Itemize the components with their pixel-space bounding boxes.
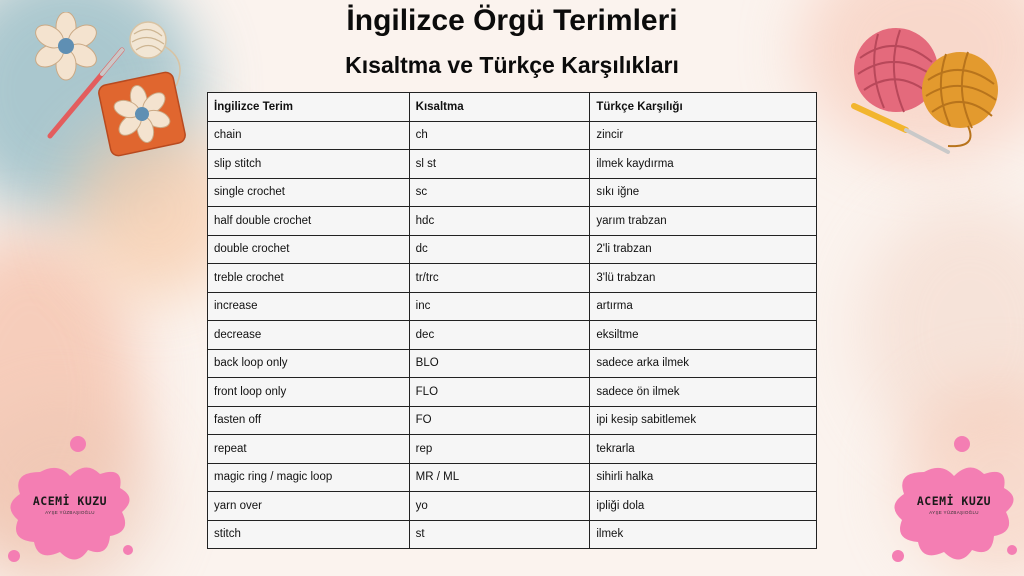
cell-abbreviation: FLO — [409, 378, 590, 407]
cell-english: treble crochet — [208, 264, 410, 293]
cell-abbreviation: hdc — [409, 207, 590, 236]
granny-square-icon — [92, 70, 192, 160]
cell-turkish: ilmek kaydırma — [590, 150, 817, 179]
table-row — [208, 178, 817, 207]
header-english-term: İngilizce Terim — [208, 93, 410, 122]
table-row — [208, 235, 817, 264]
table-row — [208, 150, 817, 179]
cell-abbreviation: FO — [409, 406, 590, 435]
cell-turkish: artırma — [590, 292, 817, 321]
table-row — [208, 121, 817, 150]
cell-english: increase — [208, 292, 410, 321]
table-row — [208, 463, 817, 492]
cell-english: fasten off — [208, 406, 410, 435]
cell-turkish: ipi kesip sabitlemek — [590, 406, 817, 435]
yarn-ball-icon — [848, 18, 1018, 178]
table-row — [208, 406, 817, 435]
table-row — [208, 435, 817, 464]
cell-turkish: yarım trabzan — [590, 207, 817, 236]
cell-abbreviation: BLO — [409, 349, 590, 378]
cell-english: decrease — [208, 321, 410, 350]
cell-abbreviation: tr/trc — [409, 264, 590, 293]
cell-abbreviation: st — [409, 520, 590, 549]
cell-turkish: ipliği dola — [590, 492, 817, 521]
cell-english: repeat — [208, 435, 410, 464]
cell-abbreviation: rep — [409, 435, 590, 464]
cell-english: double crochet — [208, 235, 410, 264]
cell-abbreviation: sl st — [409, 150, 590, 179]
logo-title: ACEMİ KUZU — [916, 494, 992, 508]
cell-turkish: eksiltme — [590, 321, 817, 350]
cell-abbreviation: dc — [409, 235, 590, 264]
cell-turkish: sihirli halka — [590, 463, 817, 492]
logo-right — [884, 432, 1024, 572]
cell-english: yarn over — [208, 492, 410, 521]
cell-turkish: 3'lü trabzan — [590, 264, 817, 293]
page-title: İngilizce Örgü Terimleri — [346, 4, 678, 37]
cell-abbreviation: dec — [409, 321, 590, 350]
cell-english: half double crochet — [208, 207, 410, 236]
cell-english: chain — [208, 121, 410, 150]
cell-abbreviation: MR / ML — [409, 463, 590, 492]
cell-turkish: sadece ön ilmek — [590, 378, 817, 407]
table-row — [208, 264, 817, 293]
cell-english: slip stitch — [208, 150, 410, 179]
header-turkish-equivalent: Türkçe Karşılığı — [590, 93, 817, 122]
cell-english: single crochet — [208, 178, 410, 207]
cell-english: front loop only — [208, 378, 410, 407]
cell-turkish: sıkı iğne — [590, 178, 817, 207]
logo-title: ACEMİ KUZU — [32, 494, 108, 508]
table-row — [208, 378, 817, 407]
logo-left — [0, 432, 140, 572]
cell-abbreviation: inc — [409, 292, 590, 321]
cell-turkish: zincir — [590, 121, 817, 150]
table-row — [208, 321, 817, 350]
cell-turkish: tekrarla — [590, 435, 817, 464]
cell-abbreviation: yo — [409, 492, 590, 521]
cell-turkish: sadece arka ilmek — [590, 349, 817, 378]
table-row — [208, 520, 817, 549]
terms-table — [207, 92, 817, 549]
table-row — [208, 349, 817, 378]
cell-abbreviation: ch — [409, 121, 590, 150]
cell-english: magic ring / magic loop — [208, 463, 410, 492]
header-abbreviation: Kısaltma — [409, 93, 590, 122]
logo-subtitle: AYŞE YÜZBAŞIOĞLU — [929, 510, 979, 515]
table-row — [208, 292, 817, 321]
table-header-row — [208, 93, 817, 122]
cell-english: back loop only — [208, 349, 410, 378]
page-subtitle: Kısaltma ve Türkçe Karşılıkları — [345, 52, 679, 78]
cell-english: stitch — [208, 520, 410, 549]
table-row — [208, 492, 817, 521]
logo-subtitle: AYŞE YÜZBAŞIOĞLU — [45, 510, 95, 515]
cell-turkish: 2'li trabzan — [590, 235, 817, 264]
cell-turkish: ilmek — [590, 520, 817, 549]
table-row — [208, 207, 817, 236]
cell-abbreviation: sc — [409, 178, 590, 207]
